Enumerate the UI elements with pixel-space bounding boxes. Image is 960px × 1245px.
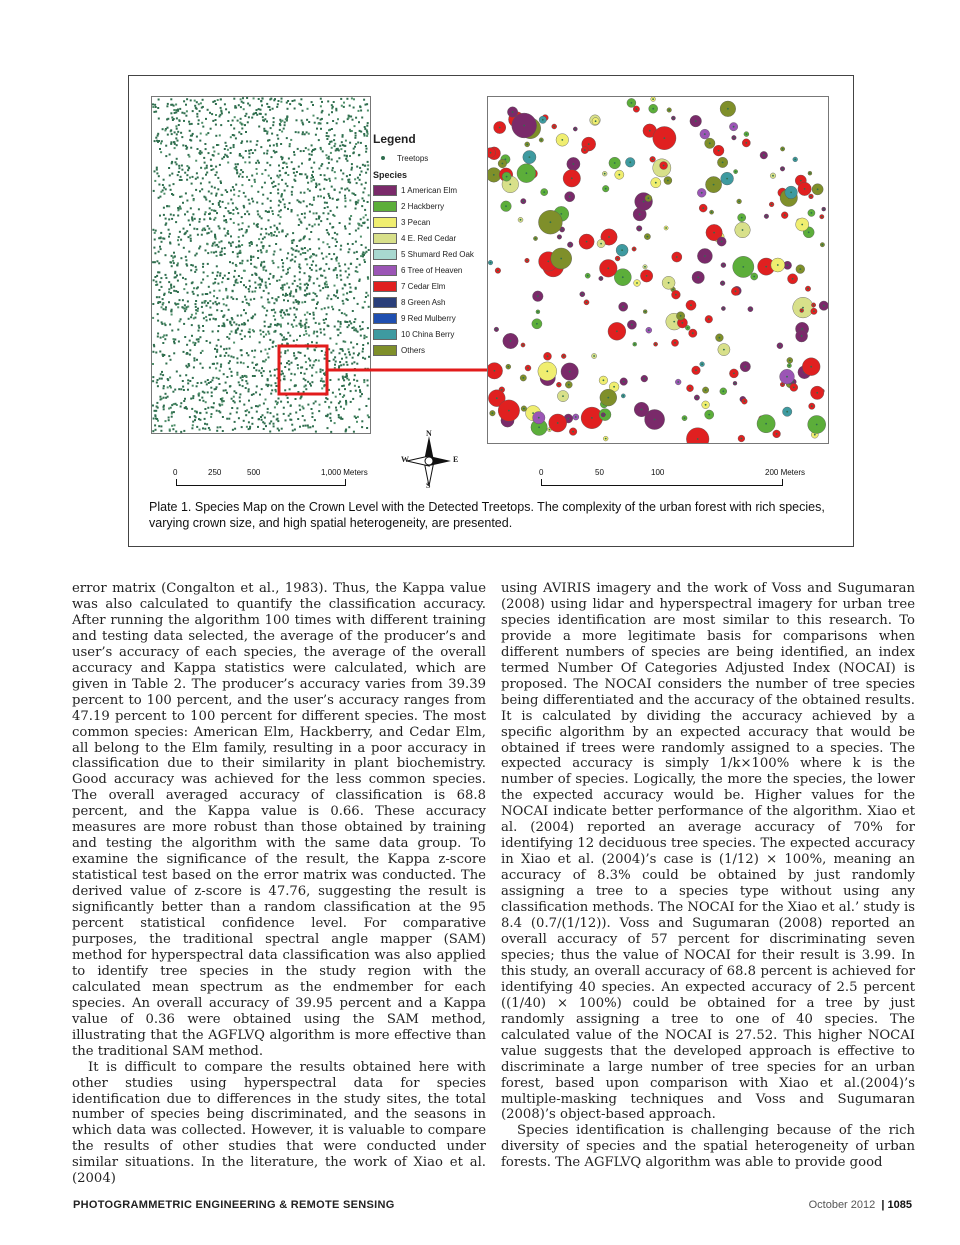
legend-species-row (373, 278, 485, 294)
legend-treetops-row (373, 150, 485, 166)
treetops-overview-map (151, 96, 371, 434)
legend-title: Legend (373, 132, 416, 146)
legend-species-list (373, 182, 485, 358)
legend-species-row (373, 230, 485, 246)
scale-bar-left (176, 479, 346, 486)
compass-s: S (426, 481, 431, 490)
scale-left-tick-1: 250 (208, 468, 222, 477)
scale-right-tick-3: 200 Meters (765, 468, 806, 477)
scale-right-tick-1: 50 (595, 468, 604, 477)
left-text-column (72, 581, 486, 1187)
legend-species-row (373, 342, 485, 358)
scale-right-tick-0: 0 (539, 468, 544, 477)
legend-species-label: 6 Tree of Heaven (401, 265, 463, 275)
scale-right-tick-2: 100 (651, 468, 665, 477)
scale-left-tick-0: 0 (173, 468, 178, 477)
legend-species-label: 3 Pecan (401, 217, 431, 227)
species-crown-map (487, 96, 829, 444)
compass-n: N (426, 429, 432, 438)
plate-1-figure (128, 75, 854, 547)
issue-date: October 2012 (808, 1199, 876, 1211)
legend-swatch (373, 265, 397, 276)
page-number: 1085 (887, 1199, 912, 1211)
legend-treetops-label: Treetops (397, 153, 429, 163)
legend-species-label: 7 Cedar Elm (401, 281, 446, 291)
legend-species-label: 1 American Elm (401, 185, 458, 195)
right-paragraph-2: Species identification is challenging because of the rich diversity of species and the spatial heterogeneity of urban forests. The AGFLVQ algorithm was able to provide good (501, 1123, 915, 1171)
map-legend (373, 132, 485, 358)
legend-species-label: 4 E. Red Cedar (401, 233, 457, 243)
scale-bar-right (541, 479, 783, 486)
legend-species-label: Species (373, 170, 408, 180)
legend-swatch (373, 249, 397, 260)
compass-w: W (401, 455, 409, 464)
legend-species-row (373, 294, 485, 310)
legend-species-label: 5 Shumard Red Oak (401, 249, 474, 259)
legend-swatch (373, 201, 397, 212)
legend-species-label: 8 Green Ash (401, 297, 446, 307)
legend-species-row (373, 182, 485, 198)
scale-left-tick-2: 500 (247, 468, 261, 477)
right-text-column (501, 581, 915, 1171)
legend-species-row (373, 214, 485, 230)
legend-species-label: Others (401, 345, 426, 355)
page-footer-right: October 2012 | 1085 (808, 1199, 912, 1211)
figure-caption: Plate 1. Species Map on the Crown Level with the Detected Treetops. The complexity of the urban forest with rich species, varying crown size, and high spatial heterogeneity, are presented. (149, 500, 825, 530)
legend-swatch (373, 329, 397, 340)
legend-swatch (373, 281, 397, 292)
left-paragraph-2: It is difficult to compare the results obtained here with other studies using hyperspectral data for species identification due to differences in the study sites, the total number of species being discriminated, and the seasons in which data was collected. However, it is valuable to compare the results of other studies that were conducted under similar situations. In the literature, the work of Xiao et al. (2004) (72, 1059, 486, 1187)
scale-left-tick-3: 1,000 Meters (321, 468, 368, 477)
right-paragraph-1: using AVIRIS imagery and the work of Voss and Sugumaran (2008) using lidar and hyperspectral imagery for urban tree species identification are most similar to this research. To provide a more legitimate basis for comparisons when different numbers of species are being identified, an index termed Number Of Categories Adjusted Index (NOCAI) is proposed. The NOCAI considers the number of tree species being differentiated and the accuracy of the obtained results. It is calculated by dividing the accuracy achieved by a specific algorithm by an expected accuracy that would be obtained if trees were randomly assigned to a species. The expected accuracy is simply 1/k×100% where k is the number of species. Logically, the more the species, the lower the expected accuracy would be. Higher values for the NOCAI indicate better performance of the algorithm. Xiao et al. (2004) reported an average accuracy of 70% for identifying 12 deciduous tree species. The expected accuracy in Xiao et al. (2004)’s case is (1/12) × 100%, meaning an accuracy of 8.3% could be obtained by just randomly assigning a tree to a species type without using any classification methods. The NOCAI for the Xiao et al.’ study is 8.4 (0.7/(1/12)). Voss and Sugumaran (2008) reported an overall accuracy of 57 percent for discriminating seven species; thus the value of NOCAI for their result is 3.99. In this study, an overall accuracy of 68.8 percent is achieved for identifying 40 species. An expected accuracy of 2.5 percent ((1/40) × 100%) could be obtained for a tree by just randomly assigning a tree to one of 40 species. The calculated value of the NOCAI is 27.52. This higher NOCAI value suggests that the developed approach is effective to discriminate a large number of tree species for an urban forest, based upon comparison with Xiao et al.(2004)’s multiple-masking techniques and Voss and Sugumaran (2008)’s object-based approach. (501, 581, 915, 1123)
legend-species-row (373, 310, 485, 326)
legend-species-row (373, 326, 485, 342)
legend-species-label: 2 Hackberry (401, 201, 445, 211)
legend-swatch (373, 313, 397, 324)
legend-species-row (373, 198, 485, 214)
legend-species-label: 9 Red Mulberry (401, 313, 456, 323)
treetop-dot-icon (381, 156, 385, 160)
legend-swatch (373, 345, 397, 356)
legend-species-row (373, 246, 485, 262)
journal-name: PHOTOGRAMMETRIC ENGINEERING & REMOTE SENSING (73, 1199, 395, 1211)
legend-species-label: 10 China Berry (401, 329, 455, 339)
legend-swatch (373, 297, 397, 308)
legend-swatch (373, 217, 397, 228)
legend-species-row (373, 262, 485, 278)
left-paragraph-1: error matrix (Congalton et al., 1983). Thus, the Kappa value was also calculated to quantify the classification accuracy. After running the algorithm 100 times with different training and testing data selected, the average of the producer’s and user’s accuracy of each species, the average of the overall accuracy and Kappa statistics were calculated, which are given in Table 2. The producer’s accuracy varies from 39.39 percent to 100 percent, and the user’s accuracy ranges from 47.19 percent to 100 percent for different species. The most common species: American Elm, Hackberry, and Cedar Elm, all belong to the Elm family, resulting in a poor accuracy in classification due to their similarity in plant biochemistry. Good accuracy was achieved for the less common species. The overall averaged accuracy of classification is 68.8 percent, and the Kappa value is 0.66. These accuracy measures are more robust than those obtained by training and testing the algorithm with the same data group. To examine the significance of the result, the Kappa z-score statistical test based on the error matrix was conducted. The derived value of z-score is 47.76, suggesting the result is significantly better than a random classification at the 95 percent statistical confidence level. For comparative purposes, the traditional spectral angle mapper (SAM) method for hyperspectral data classification was also applied to identify tree species in the study region with the calculated mean spectrum as the endmember for each species. An overall accuracy of 39.95 percent and a Kappa value of 0.36 were obtained using the SAM method, illustrating that the AGFLVQ algorithm is more effective than the traditional SAM method. (72, 581, 486, 1059)
compass-e: E (453, 455, 459, 464)
legend-swatch (373, 185, 397, 196)
legend-swatch (373, 233, 397, 244)
